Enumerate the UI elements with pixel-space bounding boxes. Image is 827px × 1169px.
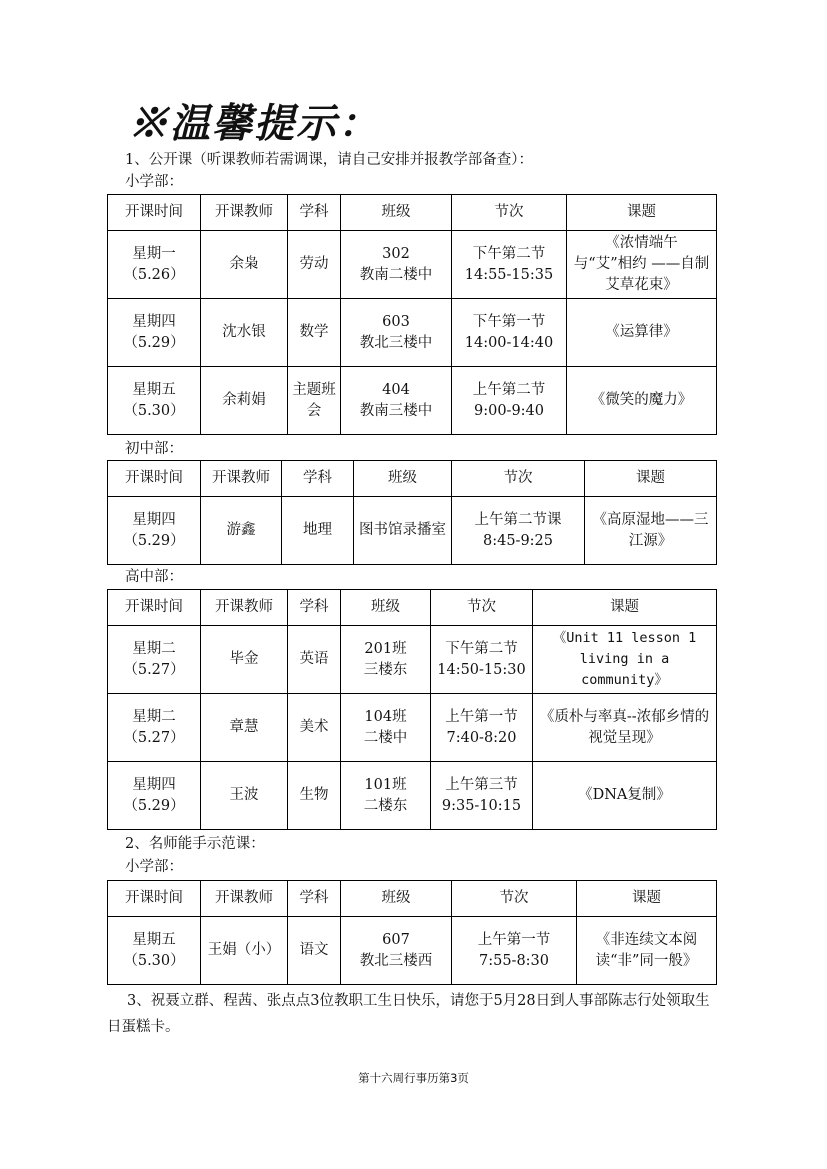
header-period: 节次 [452,881,577,917]
header-subject: 学科 [288,881,341,917]
cell-teacher: 余枭 [201,231,288,299]
section1-heading: 1、公开课（听课教师若需调课，请自己安排并报教学部备查）： [125,152,533,168]
header-subject: 学科 [288,590,341,626]
header-time: 开课时间 [108,590,201,626]
header-time: 开课时间 [108,881,201,917]
cell-topic: 《微笑的魔力》 [567,367,717,435]
header-subject: 学科 [282,461,354,497]
page-title: ※温馨提示： [128,100,380,147]
middle-table [107,460,717,565]
cell-time: 星期四 （5.29） [108,762,201,830]
header-time: 开课时间 [108,461,201,497]
cell-topic: 《浓情端午 与“艾”相约 ——自制艾草花束》 [567,231,717,299]
birthday-notice: 3、祝聂立群、程茜、张点点3位教职工生日快乐，请您于5月28日到人事部陈志行处领取生日蛋糕卡。 [107,993,710,1035]
header-topic: 课题 [533,590,717,626]
header-teacher: 开课教师 [201,461,282,497]
cell-teacher: 王娟（小） [201,917,288,985]
cell-subject: 数学 [288,299,341,367]
table-header-row [108,881,717,917]
cell-teacher: 章慧 [201,694,288,762]
cell-subject: 语文 [288,917,341,985]
cell-subject: 英语 [288,626,341,694]
cell-period: 上午第二节 9:00-9:40 [452,367,567,435]
header-period: 节次 [452,461,585,497]
cell-class: 302 教南二楼中 [341,231,452,299]
cell-time: 星期二 （5.27） [108,694,201,762]
header-topic: 课题 [567,195,717,231]
cell-time: 星期五 （5.30） [108,917,201,985]
cell-teacher: 余莉娟 [201,367,288,435]
cell-teacher: 游鑫 [201,497,282,565]
cell-time: 星期四 （5.29） [108,497,201,565]
table-header-row [108,461,717,497]
header-topic: 课题 [577,881,717,917]
section2-heading: 2、名师能手示范课： [125,836,265,852]
cell-topic: 《质朴与率真--浓郁乡情的视觉呈现》 [533,694,717,762]
header-class: 班级 [354,461,452,497]
table-row [108,917,717,985]
header-teacher: 开课教师 [201,195,288,231]
cell-subject: 劳动 [288,231,341,299]
table-row [108,762,717,830]
header-period: 节次 [431,590,533,626]
cell-class: 101班 二楼东 [341,762,431,830]
header-class: 班级 [341,195,452,231]
cell-class: 104班 二楼中 [341,694,431,762]
cell-class: 201班 三楼东 [341,626,431,694]
cell-teacher: 毕金 [201,626,288,694]
table-row [108,299,717,367]
table-row [108,231,717,299]
cell-teacher: 王波 [201,762,288,830]
cell-topic: 《非连续文本阅读“非”同一般》 [577,917,717,985]
cell-teacher: 沈水银 [201,299,288,367]
header-class: 班级 [341,590,431,626]
header-subject: 学科 [288,195,341,231]
cell-period: 下午第二节 14:55-15:35 [452,231,567,299]
cell-period: 上午第一节 7:40-8:20 [431,694,533,762]
table-row [108,626,717,694]
cell-subject: 主题班会 [288,367,341,435]
header-teacher: 开课教师 [201,881,288,917]
header-topic: 课题 [585,461,717,497]
demo-label: 小学部： [125,859,183,875]
table-row [108,367,717,435]
cell-period: 上午第一节 7:55-8:30 [452,917,577,985]
cell-topic: 《高原湿地——三江源》 [585,497,717,565]
primary-table [107,194,717,435]
cell-time: 星期一 （5.26） [108,231,201,299]
high-table [107,589,717,830]
cell-subject: 美术 [288,694,341,762]
cell-class: 603 教北三楼中 [341,299,452,367]
table-row [108,694,717,762]
cell-time: 星期四 （5.29） [108,299,201,367]
cell-subject: 生物 [288,762,341,830]
cell-topic: 《Unit 11 lesson 1 living in a community》 [533,626,717,694]
cell-class: 607 教北三楼西 [341,917,452,985]
cell-topic: 《DNA复制》 [533,762,717,830]
cell-period: 上午第三节 9:35-10:15 [431,762,533,830]
cell-class: 图书馆录播室 [354,497,452,565]
demo-table [107,880,717,985]
cell-time: 星期五 （5.30） [108,367,201,435]
cell-class: 404 教南三楼中 [341,367,452,435]
primary-label: 小学部： [125,174,183,190]
table-header-row [108,590,717,626]
page-footer: 第十六周行事历第3页 [358,1071,469,1085]
high-label: 高中部： [125,569,183,585]
cell-time: 星期二 （5.27） [108,626,201,694]
cell-subject: 地理 [282,497,354,565]
table-row [108,497,717,565]
table-header-row [108,195,717,231]
header-class: 班级 [341,881,452,917]
header-period: 节次 [452,195,567,231]
header-time: 开课时间 [108,195,201,231]
cell-period: 下午第二节 14:50-15:30 [431,626,533,694]
header-teacher: 开课教师 [201,590,288,626]
cell-period: 下午第一节 14:00-14:40 [452,299,567,367]
cell-topic: 《运算律》 [567,299,717,367]
middle-label: 初中部： [125,441,183,457]
cell-period: 上午第二节课 8:45-9:25 [452,497,585,565]
